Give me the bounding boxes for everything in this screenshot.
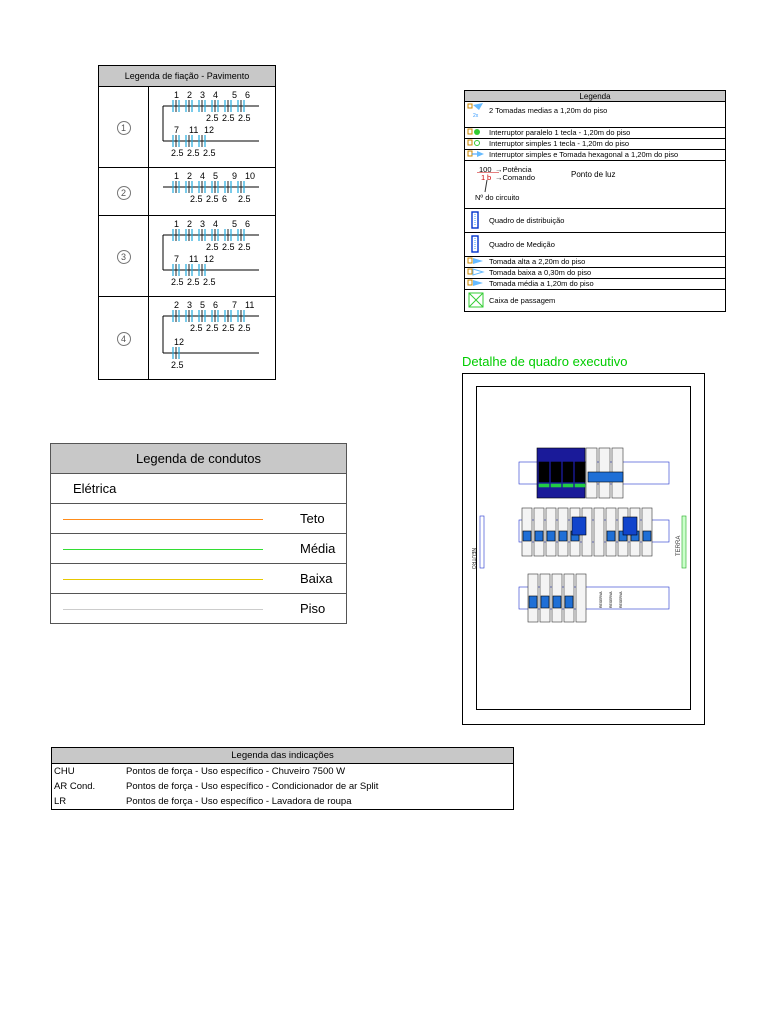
breaker-toggle	[559, 531, 567, 541]
wire-circuit-label: 7	[232, 300, 238, 310]
wire-size-label: 2.5	[190, 323, 203, 333]
legend-item-text: Caixa de passagem	[489, 295, 556, 305]
wire-circuit-label: 2	[187, 219, 193, 229]
dr-switch	[588, 472, 623, 482]
wire-size-label: 2.5	[206, 194, 219, 204]
wire-circuit-label: 11	[245, 300, 255, 310]
light-command-label: →Comando	[495, 172, 536, 182]
conduit-label: Piso	[300, 601, 326, 616]
wiring-row-3	[149, 216, 275, 296]
circuit-number-1: 1	[117, 121, 131, 135]
wire-size-label: 2.5	[171, 360, 184, 370]
breaker-toggle	[541, 596, 549, 608]
breaker-toggle	[529, 596, 537, 608]
wire-circuit-label: 6	[245, 90, 251, 100]
circuit-number-3: 3	[117, 250, 131, 264]
neutral-bar	[480, 516, 484, 568]
breaker-toggle	[523, 531, 531, 541]
conduit-line-medium	[63, 549, 263, 550]
wire-size-label: 2.5	[238, 113, 251, 123]
conduit-legend-title: Legenda de condutos	[51, 444, 347, 474]
indication-code: LR	[52, 794, 125, 810]
wire-circuit-label: 9	[232, 171, 238, 181]
junction-box-icon	[467, 292, 489, 310]
breaker-toggle	[535, 531, 543, 541]
wire-circuit-label: 5	[232, 90, 238, 100]
metering-panel-icon	[467, 235, 489, 255]
light-point-text: Ponto de luz	[571, 169, 616, 179]
breaker-indicator	[551, 484, 561, 487]
wire-circuit-label: 1	[174, 219, 180, 229]
legend-item-text: Interruptor simples e Tomada hexagonal a 1,20m do piso	[489, 150, 679, 160]
indications-table	[51, 747, 514, 810]
indication-code: AR Cond.	[52, 779, 125, 794]
idr-breaker	[623, 517, 637, 535]
light-power-label: →Potência	[495, 164, 532, 174]
wire-circuit-label: 6	[213, 300, 219, 310]
wire-circuit-label: 2	[187, 171, 193, 181]
wire-circuit-label: 11	[189, 125, 199, 135]
conduit-line-floor	[63, 609, 263, 610]
wire-circuit-label: 4	[200, 171, 206, 181]
breaker-indicator	[563, 484, 573, 487]
legend-item-text: Quadro de distribuição	[489, 215, 565, 225]
simple-switch-icon	[467, 139, 489, 149]
light-command-value: b	[487, 172, 492, 182]
wire-circuit-label: 12	[204, 254, 215, 264]
wire-size-label: 2.5	[206, 323, 219, 333]
wire-size-label: 2.5	[238, 242, 251, 252]
breaker-pole	[563, 462, 573, 482]
idr-breaker	[572, 517, 586, 535]
wire-circuit-label: 7	[174, 125, 180, 135]
circuit-number-2: 2	[117, 186, 131, 200]
legend-item-text: Quadro de Medição	[489, 239, 555, 249]
conduit-legend-subtitle: Elétrica	[73, 481, 117, 496]
wire-size-label: 2.5	[187, 148, 200, 158]
light-point-symbol	[467, 162, 723, 208]
medium-socket-icon	[467, 279, 489, 289]
distribution-panel-icon	[467, 211, 489, 231]
panel-detail-title: Detalhe de quadro executivo	[462, 354, 628, 369]
indication-desc: Pontos de força - Uso específico - Chuveiro 7500 W	[124, 764, 514, 780]
indications-title: Legenda das indicações	[52, 748, 514, 764]
light-circuit-label: Nº do circuito	[475, 192, 520, 202]
low-socket-icon	[467, 268, 489, 278]
reserve-slot-label: RESERVA	[609, 591, 613, 608]
neutral-bar-label: NEUTRO	[470, 548, 476, 570]
wire-size-label: 2.5	[222, 242, 235, 252]
wire-circuit-label: 10	[245, 171, 256, 181]
wire-size-label: 2.5	[222, 323, 235, 333]
indication-desc: Pontos de força - Uso específico - Lavadora de roupa	[124, 794, 514, 810]
reserve-slot-label: RESERVA	[619, 591, 623, 608]
legend-item-text: Interruptor simples 1 tecla - 1,20m do piso	[489, 139, 630, 149]
wire-size-label: 2.5	[171, 277, 184, 287]
wire-size-label: 2.5	[203, 277, 216, 287]
ground-bar	[682, 516, 686, 568]
ground-bar-label: TERRA	[676, 535, 682, 556]
wire-size-label: 2.5	[171, 148, 184, 158]
high-socket-icon	[467, 257, 489, 267]
legend-item-text: Tomada média a 1,20m do piso	[489, 279, 594, 289]
breaker-toggle	[547, 531, 555, 541]
switch-socket-icon	[467, 150, 489, 160]
double-socket-icon	[467, 102, 489, 120]
wire-circuit-label: 3	[200, 219, 206, 229]
indication-desc: Pontos de força - Uso específico - Condicionador de ar Split	[124, 779, 514, 794]
conduit-label: Média	[300, 541, 336, 556]
breaker-pole	[575, 462, 585, 482]
wiring-row-1	[149, 87, 275, 167]
legend-item-text: Interruptor paralelo 1 tecla - 1,20m do piso	[489, 128, 631, 137]
wire-circuit-label: 1	[174, 171, 180, 181]
svg-text:2x: 2x	[473, 113, 479, 118]
light-circuit-num: 1	[481, 172, 486, 182]
conduit-label: Teto	[300, 511, 325, 526]
wire-circuit-label: 7	[174, 254, 180, 264]
wire-size-label: 2.5	[187, 277, 200, 287]
breaker-toggle	[553, 596, 561, 608]
wire-size-label: 2.5	[203, 148, 216, 158]
conduit-line-ceiling	[63, 519, 263, 520]
wiring-row-4	[149, 297, 275, 379]
wiring-row-2	[149, 168, 275, 215]
wire-circuit-label: 1	[174, 90, 180, 100]
circuit-number-4: 4	[117, 332, 131, 346]
conduit-label: Baixa	[300, 571, 333, 586]
legend-item-text: 2 Tomadas medias a 1,20m do piso	[489, 105, 608, 115]
parallel-switch-icon	[467, 128, 489, 138]
breaker-indicator	[575, 484, 585, 487]
wire-size-label: 2.5	[206, 113, 219, 123]
breaker-group	[480, 448, 686, 622]
wire-circuit-label: 4	[213, 90, 219, 100]
conduit-line-low	[63, 579, 263, 580]
wire-circuit-label: 12	[204, 125, 215, 135]
wire-circuit-label: 6	[245, 219, 251, 229]
breaker-pole	[539, 462, 549, 482]
wire-circuit-label: 3	[200, 90, 206, 100]
wire-circuit-label: 2	[174, 300, 180, 310]
wire-circuit-label: 11	[189, 254, 199, 264]
breaker-module	[576, 574, 586, 622]
breaker-module	[594, 508, 604, 556]
conduit-legend-table	[50, 443, 347, 624]
panel-detail-drawing	[476, 386, 689, 708]
symbol-legend-title: Legenda	[465, 91, 726, 102]
legend-item-text: Tomada alta a 2,20m do piso	[489, 257, 586, 267]
wire-circuit-label: 5	[213, 171, 219, 181]
wiring-legend-table	[98, 65, 276, 380]
wire-circuit-label: 5	[200, 300, 206, 310]
breaker-toggle	[607, 531, 615, 541]
wire-size-label: 2.5	[238, 194, 251, 204]
light-power-value: 100	[479, 164, 492, 174]
wire-circuit-label: 4	[213, 219, 219, 229]
wiring-legend-title: Legenda de fiação - Pavimento	[99, 66, 276, 87]
wire-size-label: 2.5	[190, 194, 203, 204]
breaker-toggle	[643, 531, 651, 541]
breaker-pole	[551, 462, 561, 482]
breaker-toggle	[565, 596, 573, 608]
reserve-slot-label: RESERVA	[599, 591, 603, 608]
breaker-indicator	[539, 484, 549, 487]
wire-circuit-label: 12	[174, 337, 185, 347]
legend-item-text: Tomada baixa a 0,30m do piso	[489, 268, 592, 278]
symbol-legend-table	[464, 90, 726, 312]
wire-circuit-label: 5	[232, 219, 238, 229]
wire-size-label: 6	[222, 194, 228, 204]
wire-size-label: 2.5	[206, 242, 219, 252]
wire-size-label: 2.5	[238, 323, 251, 333]
wire-circuit-label: 3	[187, 300, 193, 310]
wire-size-label: 2.5	[222, 113, 235, 123]
indication-code: CHU	[52, 764, 125, 780]
wire-circuit-label: 2	[187, 90, 193, 100]
